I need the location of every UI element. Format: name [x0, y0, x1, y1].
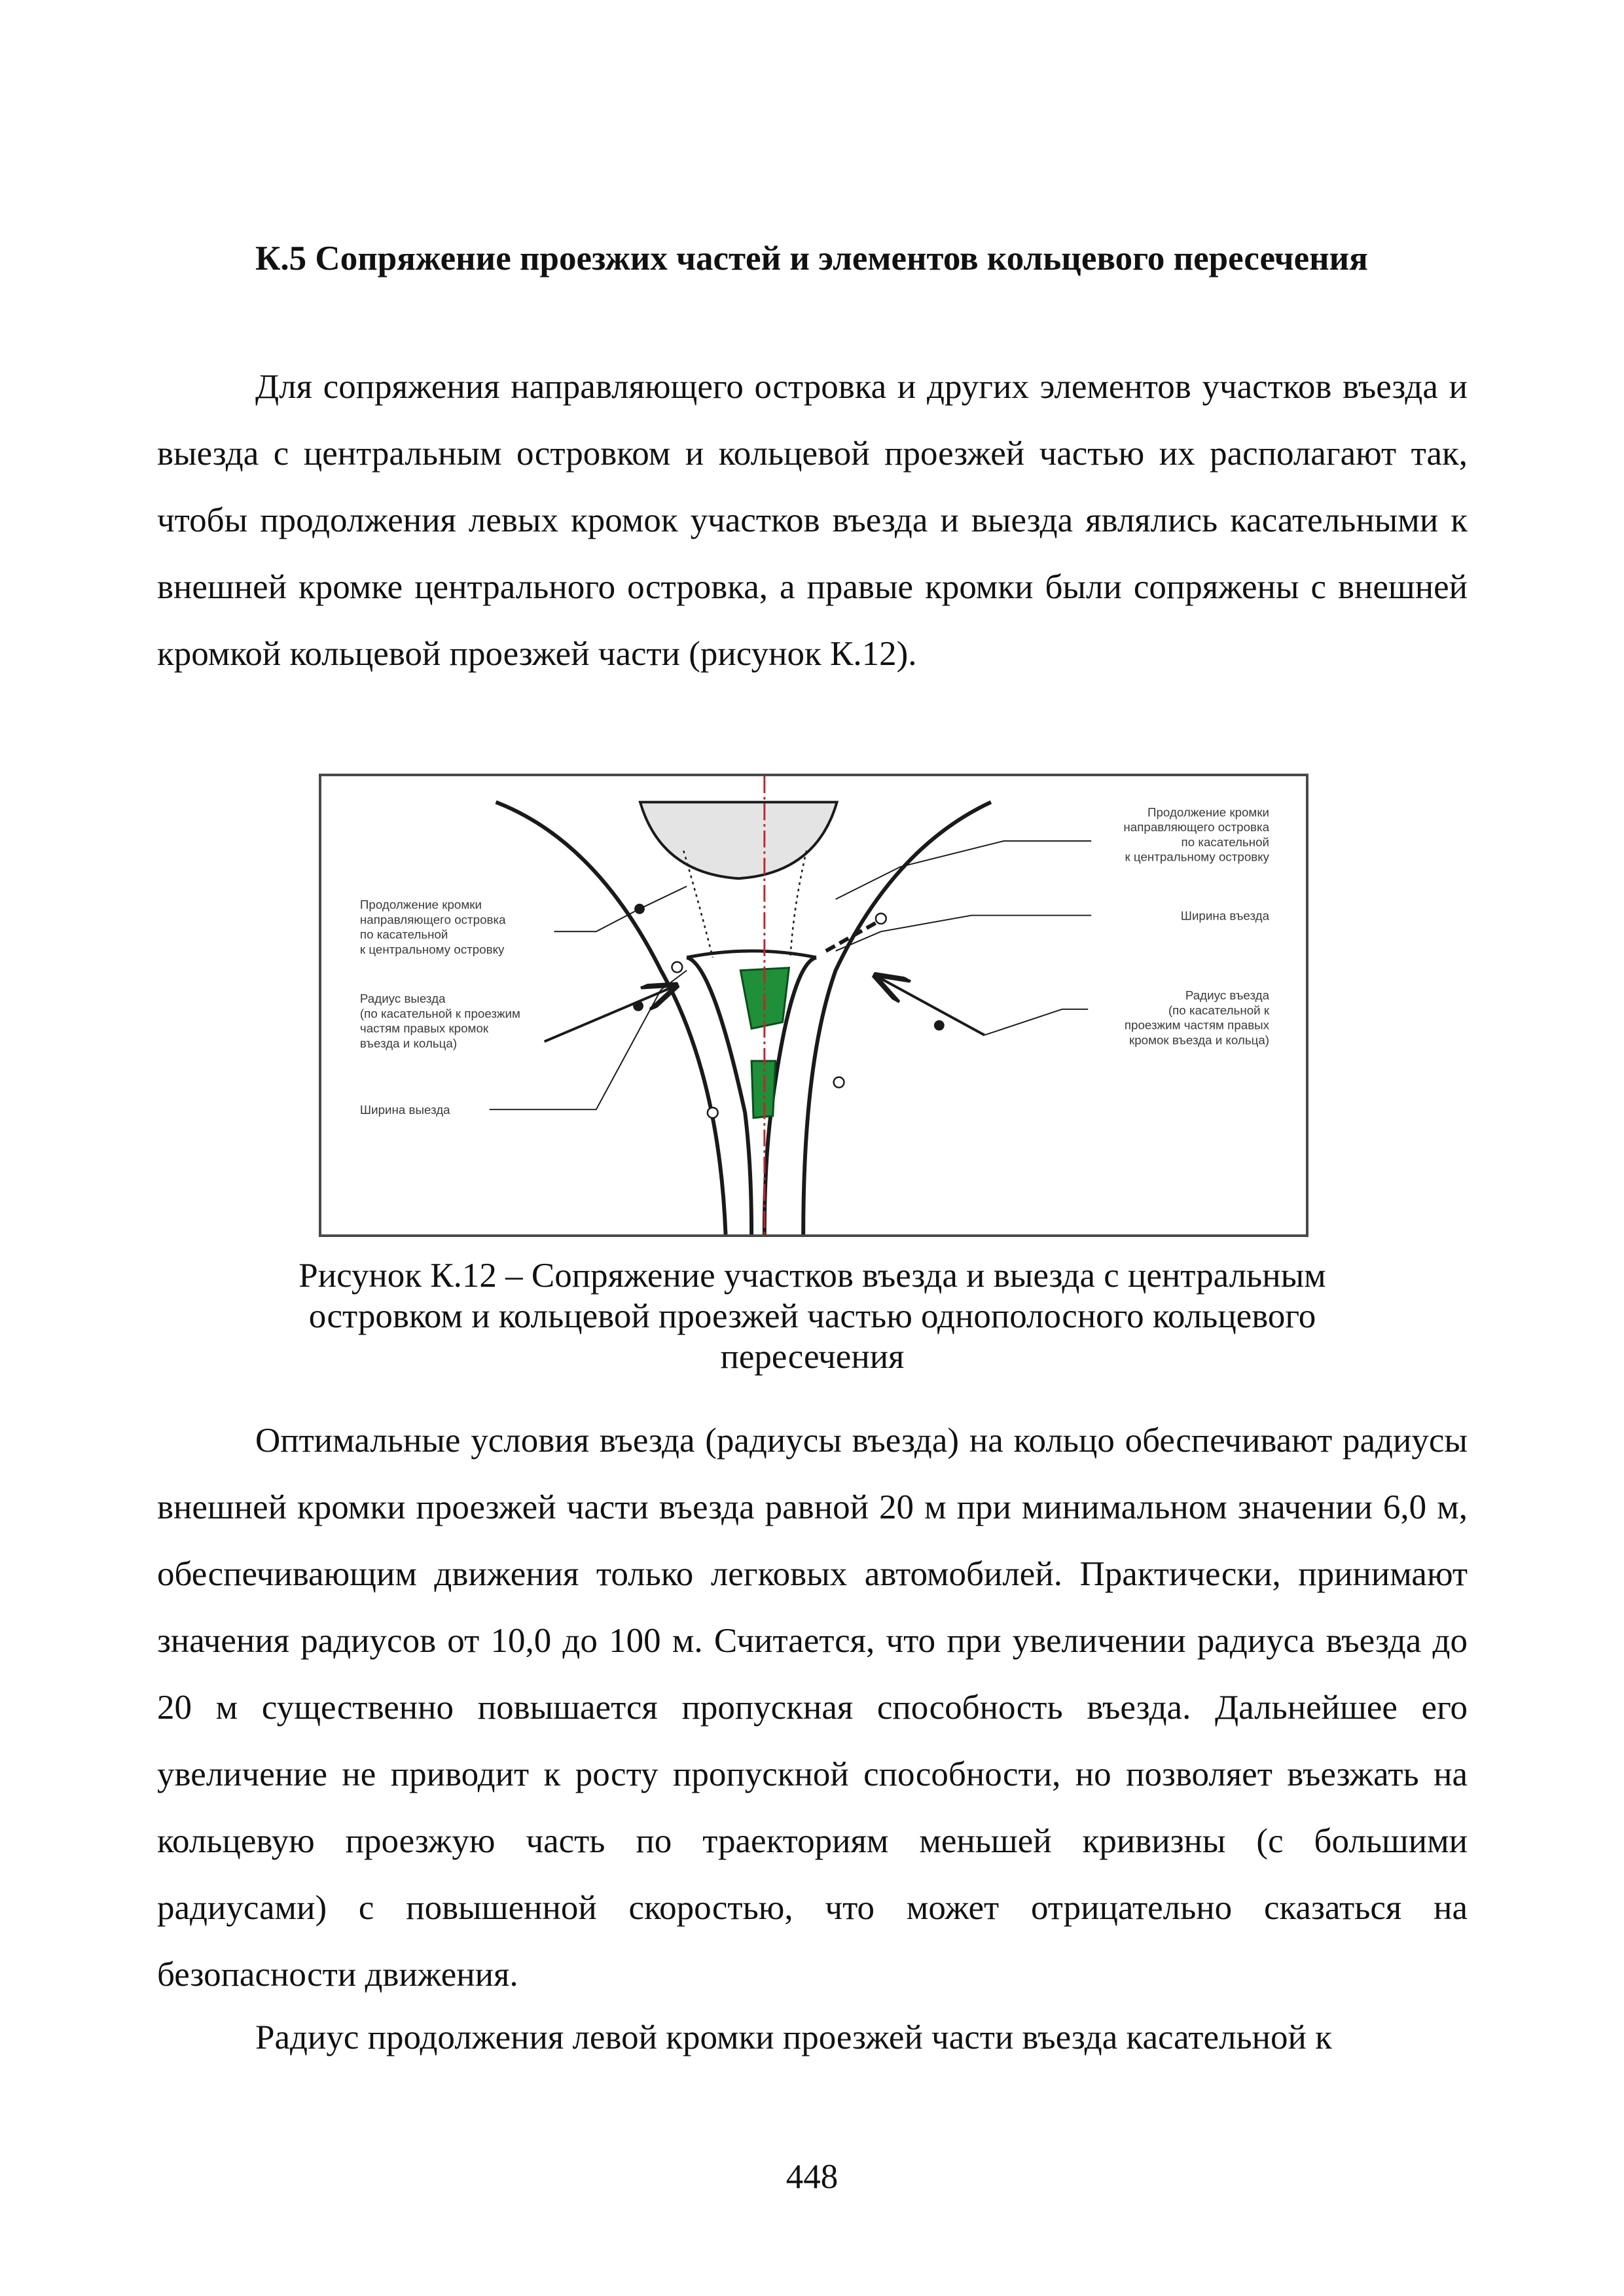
label-right-width: Ширина въезда: [1180, 908, 1270, 923]
paragraph-1: Для сопряжения направляющего островка и других элементов участков въезда и выезда с центральным островком и кольцевой проезжей частью их располагают так, чтобы продолжения левых кромок участков въезда и выезда являлись касательными к внешней кромке центрального островка, а правые кромки были сопряжены с внешней кромкой кольцевой проезжей части (рисунок К.12).: [157, 368, 1468, 673]
label-right-radius-line2: (по касательной к: [1168, 1003, 1270, 1017]
label-right-radius-line3: проезжим частям правых: [1124, 1018, 1270, 1032]
label-right-cont-line3: по касательной: [1181, 834, 1270, 849]
paragraph-2: Оптимальные условия въезда (радиусы въезда) на кольцо обеспечивают радиусы внешней кромки проезжей части въезда равной 20 м при минимальном значении 6,0 м, обеспечивающим движения только легковых автомобилей. Практически, принимают значения радиусов от 10,0 до 100 м. Считается, что при увеличении радиуса въезда до 20 м существенно повышается пропускная способность въезда. Дальнейшее его увеличение не приводит к росту пропускной способности, но позволяет въезжать на кольцевую проезжую часть по траекториям меньшей кривизны (с большими радиусами) с повышенной скоростью, что может отрицательно сказаться на безопасности движения.: [157, 1422, 1468, 1994]
paragraph-3: Радиус продолжения левой кромки проезжей части въезда касательной к: [255, 2018, 1332, 2056]
marker-dot-5: [876, 914, 886, 924]
ring-outer-right: [803, 802, 991, 1234]
label-right-cont-line2: направляющего островка: [1123, 820, 1270, 834]
marker-dot-4: [708, 1107, 718, 1118]
label-right-continuation: [1123, 805, 1269, 863]
label-left-radius-line4: въезда и кольца): [359, 1036, 458, 1050]
leader-left-width: [490, 971, 687, 1110]
splitter-top-edge: [687, 951, 816, 958]
page-number: 448: [785, 2158, 839, 2196]
label-left-cont-line4: к центральному островку: [359, 942, 505, 956]
label-right-radius: [1125, 988, 1270, 1047]
marker-dot-3: [672, 962, 682, 973]
central-island: [640, 802, 837, 879]
leader-right-radius: [984, 1009, 1088, 1035]
caption-line-3: пересечения: [720, 1338, 905, 1376]
tangent-right: [790, 851, 806, 958]
label-left-cont-line2: направляющего островка: [359, 912, 506, 927]
caption-line-1: Рисунок К.12 – Сопряжение участков въезда и выезда с центральным: [298, 1257, 1326, 1295]
label-left-width: Ширина выезда: [359, 1103, 450, 1117]
approach-left-edge: [687, 958, 751, 1234]
section-heading: К.5 Сопряжение проезжих частей и элементов кольцевого пересечения: [255, 240, 1368, 278]
figure-caption: [157, 1255, 1468, 1377]
label-right-cont-line4: к центральному островку: [1125, 850, 1270, 864]
caption-line-2: островком и кольцевой проезжей частью однополосного кольцевого: [308, 1297, 1316, 1335]
label-left-radius-line2: (по касательной к проезжим: [359, 1006, 520, 1020]
marker-dot-6: [834, 1077, 844, 1088]
leader-left-continuation: [554, 886, 687, 931]
roundabout-diagram: [321, 776, 1306, 1234]
figure-k12: [319, 774, 1308, 1237]
radius-arrow-right: [878, 977, 984, 1035]
label-left-continuation: [360, 898, 506, 956]
marker-dot-7: [934, 1020, 945, 1031]
radius-arrow-left: [545, 986, 674, 1041]
label-left-radius-line3: частям правых кромок: [359, 1021, 489, 1035]
leader-right-continuation: [836, 841, 1092, 899]
label-right-cont-line1: Продолжение кромки: [1147, 805, 1270, 819]
label-right-radius-line1: Радиус въезда: [1185, 988, 1270, 1003]
label-left-cont-line1: Продолжение кромки: [359, 897, 482, 912]
label-left-radius: [360, 992, 520, 1050]
label-left-radius-line1: Радиус выезда: [359, 992, 446, 1006]
leader-right-width: [836, 916, 1092, 951]
label-right-radius-line4: кромок въезда и кольца): [1128, 1033, 1270, 1047]
label-left-cont-line3: по касательной: [359, 927, 448, 942]
